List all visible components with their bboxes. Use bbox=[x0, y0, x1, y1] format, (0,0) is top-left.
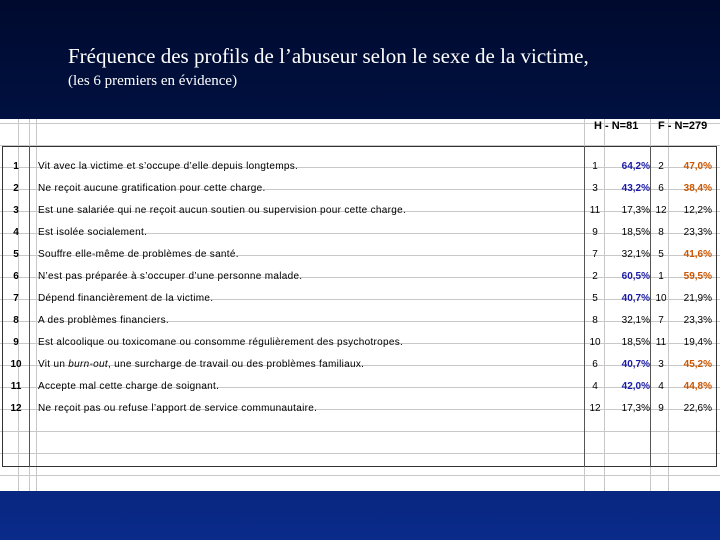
row-number: 10 bbox=[10, 359, 22, 370]
women-percent: 19,4% bbox=[683, 337, 712, 348]
row-number: 9 bbox=[13, 337, 19, 348]
spreadsheet-table bbox=[0, 119, 720, 491]
women-percent: 12,2% bbox=[683, 205, 712, 216]
men-rank: 10 bbox=[589, 337, 601, 348]
table-row bbox=[0, 223, 720, 245]
women-percent: 22,6% bbox=[683, 403, 712, 414]
women-percent: 44,8% bbox=[683, 381, 712, 392]
row-text: N’est pas préparée à s’occuper d’une personne malade. bbox=[38, 271, 303, 282]
row-text: Vit avec la victime et s’occupe d’elle depuis longtemps. bbox=[38, 161, 299, 172]
women-rank: 8 bbox=[658, 227, 664, 238]
women-rank: 7 bbox=[658, 315, 664, 326]
row-number: 7 bbox=[13, 293, 19, 304]
table-row bbox=[0, 245, 720, 267]
women-rank: 3 bbox=[658, 359, 664, 370]
women-rank: 12 bbox=[655, 205, 667, 216]
men-rank: 6 bbox=[592, 359, 598, 370]
row-text: Est alcoolique ou toxicomane ou consomme régulièrement des psychotropes. bbox=[38, 337, 404, 348]
row-number: 2 bbox=[13, 183, 19, 194]
men-percent: 40,7% bbox=[621, 293, 650, 304]
row-number: 1 bbox=[13, 161, 19, 172]
table-row bbox=[0, 355, 720, 377]
row-text: Est une salariée qui ne reçoit aucun soutien ou supervision pour cette charge. bbox=[38, 205, 407, 216]
women-percent: 59,5% bbox=[683, 271, 712, 282]
row-number: 3 bbox=[13, 205, 19, 216]
men-percent: 18,5% bbox=[621, 227, 650, 238]
men-percent: 17,3% bbox=[621, 403, 650, 414]
women-percent: 23,3% bbox=[683, 227, 712, 238]
men-rank: 2 bbox=[592, 271, 598, 282]
men-rank: 1 bbox=[592, 161, 598, 172]
men-rank: 12 bbox=[589, 403, 601, 414]
table-row bbox=[0, 179, 720, 201]
women-rank: 4 bbox=[658, 381, 664, 392]
row-number: 4 bbox=[13, 227, 19, 238]
women-rank: 10 bbox=[655, 293, 667, 304]
men-percent: 42,0% bbox=[621, 381, 650, 392]
women-rank: 6 bbox=[658, 183, 664, 194]
row-text bbox=[38, 359, 364, 370]
women-percent: 23,3% bbox=[683, 315, 712, 326]
table-row bbox=[0, 157, 720, 179]
row-number: 11 bbox=[10, 381, 22, 392]
table-row bbox=[0, 377, 720, 399]
women-percent: 47,0% bbox=[683, 161, 712, 172]
men-percent: 32,1% bbox=[621, 315, 650, 326]
men-percent: 32,1% bbox=[621, 249, 650, 260]
men-rank: 8 bbox=[592, 315, 598, 326]
table-row bbox=[0, 201, 720, 223]
row-text: Est isolée socialement. bbox=[38, 227, 148, 238]
women-rank: 11 bbox=[655, 337, 667, 348]
slide-subtitle: (les 6 premiers en évidence) bbox=[68, 73, 238, 89]
men-percent: 60,5% bbox=[621, 271, 650, 282]
slide-title: Fréquence des profils de l’abuseur selon le sexe de la victime, bbox=[68, 44, 589, 68]
women-rank: 5 bbox=[658, 249, 664, 260]
men-percent: 18,5% bbox=[621, 337, 650, 348]
grid-line bbox=[0, 475, 720, 476]
header-women: F - N=279 bbox=[658, 120, 708, 132]
row-text: Dépend financièrement de la victime. bbox=[38, 293, 214, 304]
row-text: Accepte mal cette charge de soignant. bbox=[38, 381, 220, 392]
men-percent: 43,2% bbox=[621, 183, 650, 194]
women-rank: 2 bbox=[658, 161, 664, 172]
women-percent: 41,6% bbox=[683, 249, 712, 260]
header-men: H - N=81 bbox=[594, 120, 639, 132]
row-number: 5 bbox=[13, 249, 19, 260]
row-text-italic: burn-out bbox=[68, 359, 108, 370]
row-number: 12 bbox=[10, 403, 22, 414]
women-percent: 21,9% bbox=[683, 293, 712, 304]
men-percent: 17,3% bbox=[621, 205, 650, 216]
row-number: 6 bbox=[13, 271, 19, 282]
women-percent: 38,4% bbox=[683, 183, 712, 194]
men-rank: 4 bbox=[592, 381, 598, 392]
men-percent: 40,7% bbox=[621, 359, 650, 370]
men-rank: 3 bbox=[592, 183, 598, 194]
women-rank: 9 bbox=[658, 403, 664, 414]
row-number: 8 bbox=[13, 315, 19, 326]
table-row bbox=[0, 289, 720, 311]
row-text: Ne reçoit pas ou refuse l’apport de service communautaire. bbox=[38, 403, 318, 414]
table-row bbox=[0, 267, 720, 289]
row-text: Souffre elle-même de problèmes de santé. bbox=[38, 249, 239, 260]
men-rank: 7 bbox=[592, 249, 598, 260]
row-text-prefix: Vit un bbox=[38, 359, 69, 370]
table-row bbox=[0, 311, 720, 333]
men-rank: 9 bbox=[592, 227, 598, 238]
men-rank: 11 bbox=[589, 205, 601, 216]
row-text: A des problèmes financiers. bbox=[38, 315, 169, 326]
table-row bbox=[0, 333, 720, 355]
women-rank: 1 bbox=[658, 271, 664, 282]
row-text: Ne reçoit aucune gratification pour cette charge. bbox=[38, 183, 266, 194]
men-rank: 5 bbox=[592, 293, 598, 304]
table-row bbox=[0, 399, 720, 421]
men-percent: 64,2% bbox=[621, 161, 650, 172]
women-percent: 45,2% bbox=[683, 359, 712, 370]
row-text-suffix: , une surcharge de travail ou des problèmes familiaux. bbox=[107, 359, 365, 370]
